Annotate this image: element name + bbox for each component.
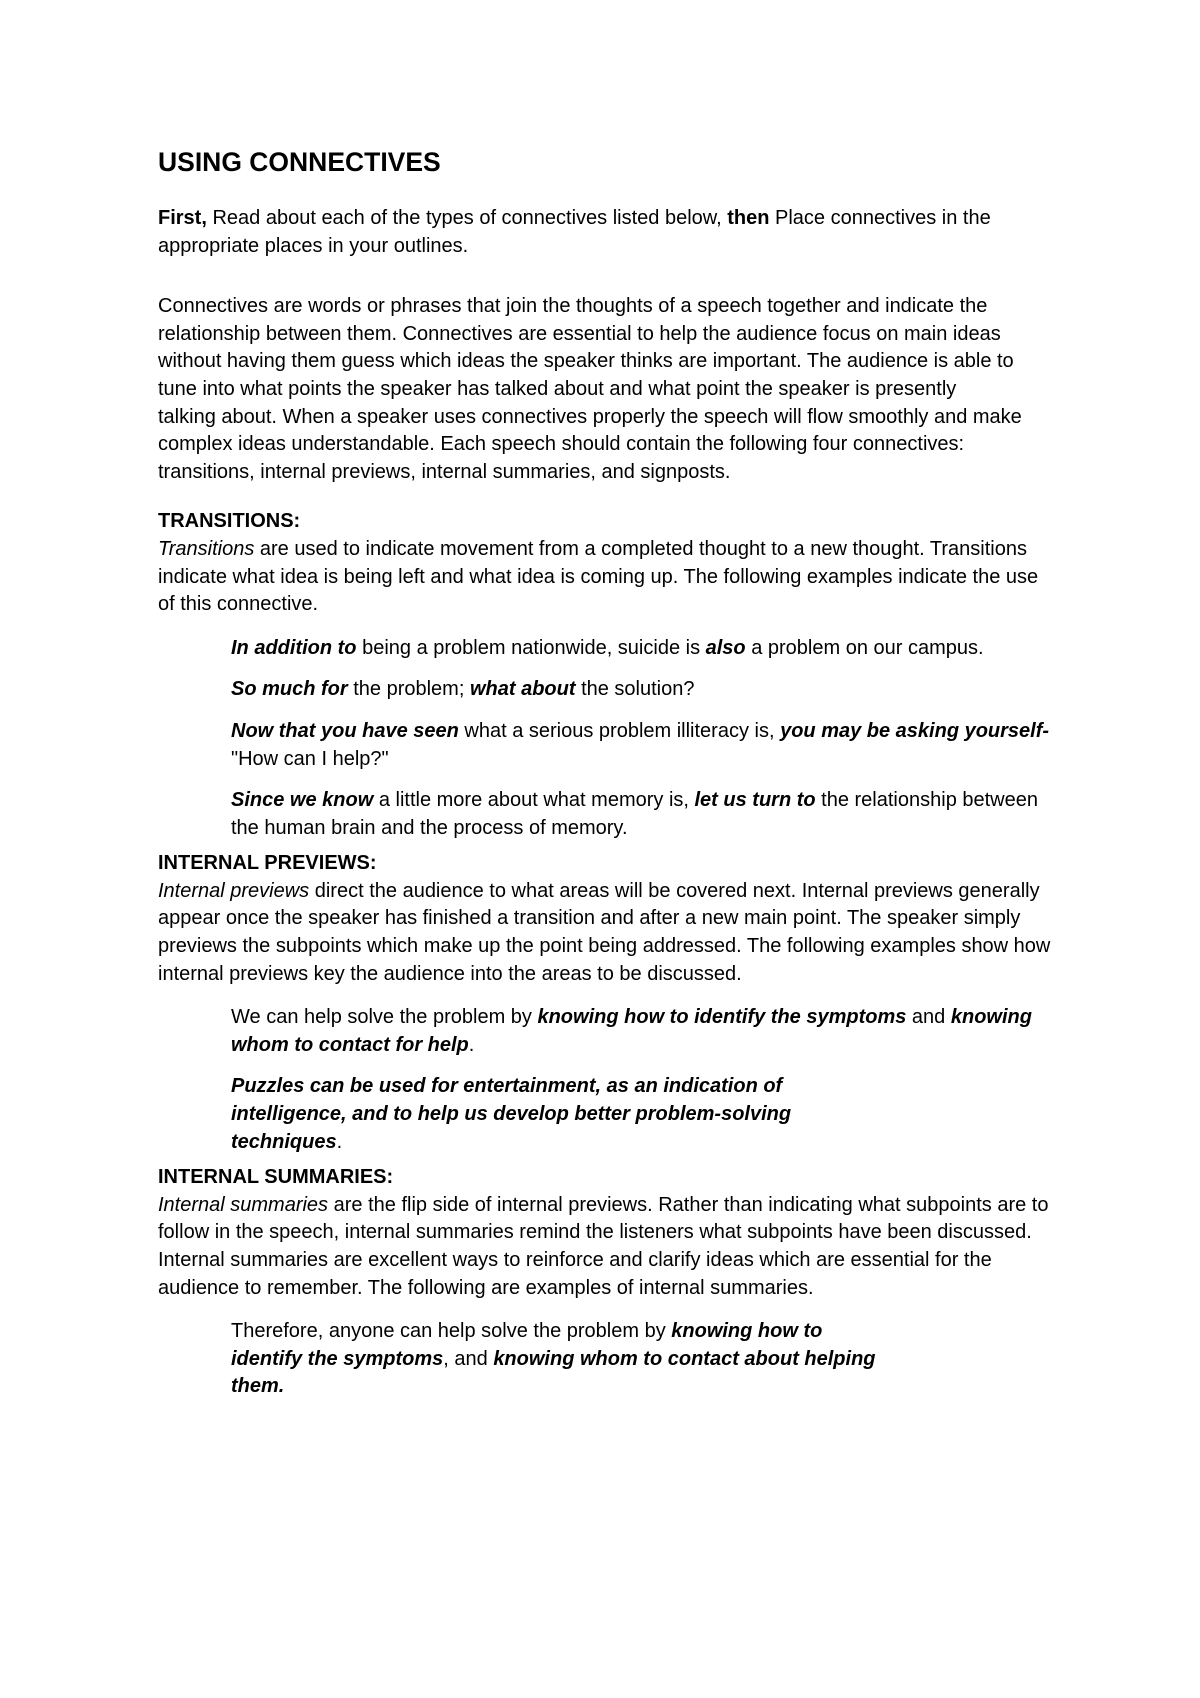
example-text: the relationship between the human brain and the process of memory.	[231, 789, 1038, 839]
example-text: a problem on our campus.	[745, 636, 984, 659]
example-text: and	[906, 1006, 951, 1029]
intro-text-2: Place connectives in the appropriate places in your outlines.	[158, 207, 991, 257]
transitions-text: are used to indicate movement from a completed thought to a new thought. Transitions indicate what idea is being left and what idea is coming up. The following examples indicate the use of this connective.	[158, 537, 1039, 616]
example-text: being a problem nationwide, suicide is	[356, 636, 706, 659]
example-emphasis: In addition to	[231, 636, 357, 659]
example-emphasis: also	[705, 636, 746, 659]
intro-instructions	[158, 205, 1058, 260]
transitions-lead: Transitions	[158, 537, 255, 560]
preview-example-2	[231, 1073, 891, 1156]
main-paragraph-part-2: talking about. When a speaker uses connectives properly the speech will flow smoothly and make complex ideas understandable. Each speech should contain the following four connectives: transitions, internal previews, internal summaries, and signposts.	[158, 405, 1022, 483]
summaries-heading: INTERNAL SUMMARIES:	[158, 1166, 394, 1189]
transitions-description	[158, 536, 1058, 619]
example-emphasis: knowing how to identify the symptoms	[537, 1006, 907, 1029]
example-text: a little more about what memory is,	[373, 789, 695, 812]
previews-lead: Internal previews	[158, 879, 310, 902]
example-text: "How can I help?"	[231, 747, 389, 770]
example-emphasis: So much for	[231, 678, 348, 701]
previews-description	[158, 878, 1058, 988]
transitions-heading: TRANSITIONS:	[158, 510, 301, 533]
previews-heading: INTERNAL PREVIEWS:	[158, 852, 377, 875]
intro-text-1: Read about each of the types of connectives listed below,	[206, 207, 728, 229]
transition-example-3	[231, 718, 1058, 773]
document-content	[158, 147, 1058, 1415]
summaries-description	[158, 1192, 1058, 1302]
intro-then: then	[727, 207, 770, 229]
example-text: Therefore, anyone can help solve the problem by	[231, 1320, 672, 1343]
example-text: .	[336, 1130, 343, 1153]
summaries-text: are the flip side of internal previews. Rather than indicating what subpoints are to follow in the speech, internal summaries remind the listeners what subpoints have been discussed. Internal summaries are excellent ways to reinforce and clarify ideas which are essential for the audience to remember. The following are examples of internal summaries.	[158, 1193, 1049, 1299]
example-emphasis: Since we know	[231, 789, 374, 812]
previews-text: direct the audience to what areas will be covered next. Internal previews generally appear once the speaker has finished a transition and after a new main point. The speaker simply previews the subpoints which make up the point being addressed. The following examples show how internal previews key the audience into the areas to be discussed.	[158, 879, 1051, 985]
example-emphasis: knowing whom to contact about helping them.	[231, 1347, 876, 1398]
transition-example-1	[231, 635, 1058, 663]
example-emphasis: Puzzles can be used for entertainment, as an indication of intelligence, and to help us develop better problem-solving techniques	[231, 1075, 792, 1153]
example-emphasis: let us turn to	[694, 789, 816, 812]
example-text: the solution?	[575, 678, 695, 701]
example-emphasis: knowing whom to contact for help	[231, 1006, 1032, 1056]
main-paragraph-part-1: Connectives are words or phrases that join the thoughts of a speech together and indicate the relationship between them. Connectives are essential to help the audience focus on main ideas without having them guess which ideas the speaker thinks are important. The audience is able to tune into what points the speaker has talked about and what point the speaker is presently	[158, 295, 1014, 400]
example-text: .	[468, 1033, 475, 1056]
example-emphasis: knowing how to identify the symptoms	[231, 1320, 823, 1370]
example-text: , and	[443, 1347, 494, 1370]
transition-example-4	[231, 787, 1058, 842]
example-emphasis: you may be asking yourself-	[780, 719, 1050, 742]
example-emphasis: what about	[469, 678, 576, 701]
intro-first: First,	[158, 207, 207, 229]
example-text: the problem;	[347, 678, 470, 701]
example-emphasis: Now that you have seen	[231, 719, 459, 742]
example-text: what a serious problem illiteracy is,	[458, 719, 781, 742]
summary-example-1	[231, 1318, 891, 1401]
transition-example-2	[231, 676, 1058, 704]
preview-example-1	[231, 1004, 1058, 1059]
summaries-lead: Internal summaries	[158, 1193, 329, 1216]
page-title: USING CONNECTIVES	[158, 147, 441, 177]
example-text: We can help solve the problem by	[231, 1006, 538, 1029]
